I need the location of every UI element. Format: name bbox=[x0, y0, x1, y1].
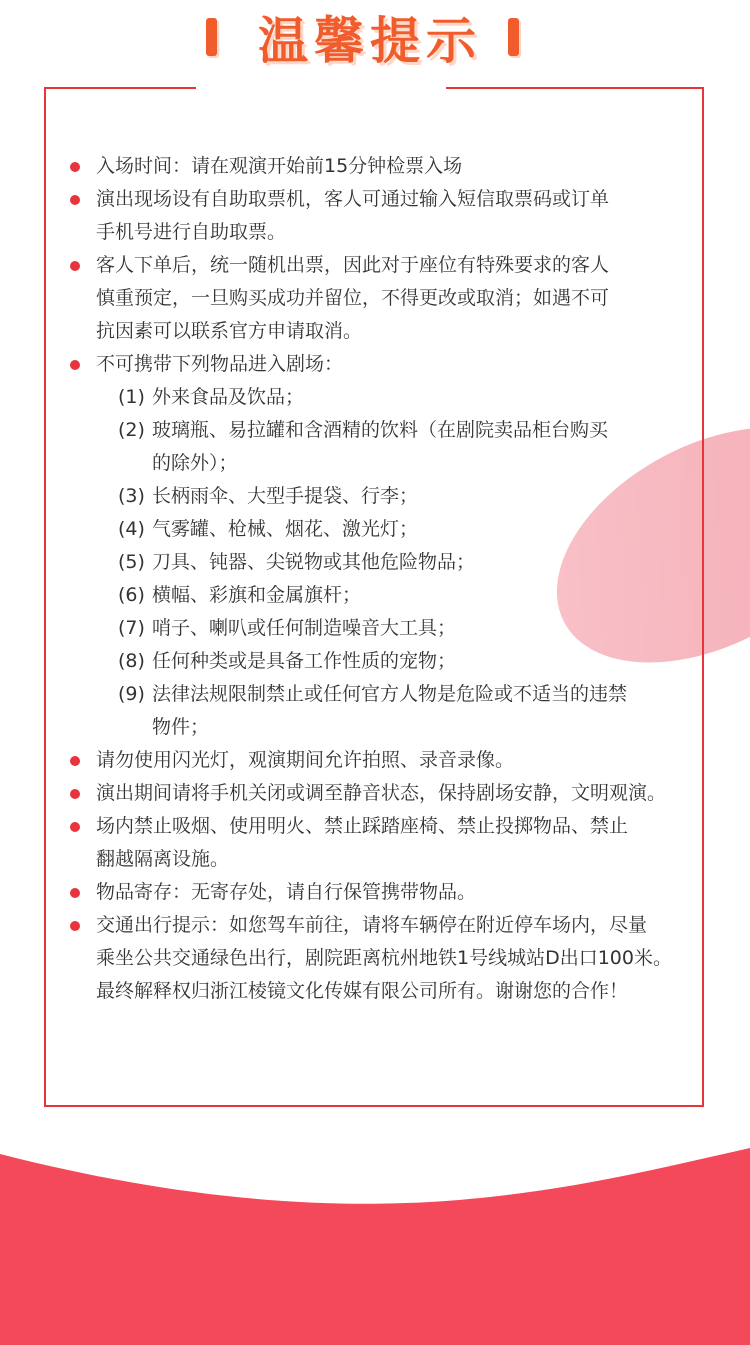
item-text-line: 气雾罐、枪械、烟花、激光灯； bbox=[152, 518, 419, 540]
item-text-line: 物件； bbox=[152, 716, 210, 738]
item-number: (3) bbox=[118, 485, 145, 507]
item-text-line: 的除外）； bbox=[152, 452, 238, 474]
notice-text-line: 慎重预定，一旦购买成功并留位，不得更改或取消；如遇不可 bbox=[96, 287, 610, 309]
prohibited-item bbox=[96, 480, 696, 513]
notice-text-line: 客人下单后，统一随机出票，因此对于座位有特殊要求的客人 bbox=[96, 254, 610, 276]
frame-title-gap bbox=[196, 84, 446, 92]
item-number: (7) bbox=[118, 617, 145, 639]
bullet-dot-icon bbox=[70, 789, 80, 799]
bullet-dot-icon bbox=[70, 756, 80, 766]
notice-text-line: 场内禁止吸烟、使用明火、禁止踩踏座椅、禁止投掷物品、禁止 bbox=[96, 815, 629, 837]
item-text-line: 长柄雨伞、大型手提袋、行李； bbox=[152, 485, 419, 507]
item-text-line: 法律法规限制禁止或任何官方人物是危险或不适当的违禁 bbox=[152, 683, 628, 705]
prohibited-item bbox=[96, 414, 696, 480]
bottom-wave-decoration bbox=[0, 1130, 750, 1345]
prohibited-item bbox=[96, 546, 696, 579]
item-number: (1) bbox=[118, 386, 145, 408]
notice-item bbox=[66, 777, 696, 810]
notice-text-line: 交通出行提示：如您驾车前往，请将车辆停在附近停车场内，尽量 bbox=[96, 914, 648, 936]
header bbox=[0, 0, 750, 90]
notice-text-line: 演出现场设有自助取票机，客人可通过输入短信取票码或订单 bbox=[96, 188, 610, 210]
item-text-line: 刀具、钝器、尖锐物或其他危险物品； bbox=[152, 551, 476, 573]
item-text-line: 哨子、喇叭或任何制造噪音大工具； bbox=[152, 617, 457, 639]
notice-text-line: 最终解释权归浙江棱镜文化传媒有限公司所有。谢谢您的合作！ bbox=[96, 980, 629, 1002]
bullet-dot-icon bbox=[70, 360, 80, 370]
item-text-line: 玻璃瓶、易拉罐和含酒精的饮料（在剧院卖品柜台购买 bbox=[152, 419, 609, 441]
item-text-line: 横幅、彩旗和金属旗杆； bbox=[152, 584, 362, 606]
notice-list bbox=[66, 150, 696, 1008]
item-number: (8) bbox=[118, 650, 145, 672]
prohibited-item bbox=[96, 678, 696, 744]
prohibited-items-list bbox=[96, 381, 696, 744]
notice-text-line: 物品寄存：无寄存处，请自行保管携带物品。 bbox=[96, 881, 477, 903]
bullet-dot-icon bbox=[70, 921, 80, 931]
bullet-dot-icon bbox=[70, 822, 80, 832]
prohibited-item bbox=[96, 645, 696, 678]
notice-text-line: 请勿使用闪光灯，观演期间允许拍照、录音录像。 bbox=[96, 749, 515, 771]
notice-text-line: 手机号进行自助取票。 bbox=[96, 221, 287, 243]
notice-text-line: 入场时间：请在观演开始前15分钟检票入场 bbox=[96, 155, 463, 177]
bullet-dot-icon bbox=[70, 261, 80, 271]
bullet-dot-icon bbox=[70, 195, 80, 205]
item-text-line: 外来食品及饮品； bbox=[152, 386, 305, 408]
title-decor-bar-left bbox=[206, 18, 217, 56]
notice-item bbox=[66, 183, 696, 249]
notice-text-line: 演出期间请将手机关闭或调至静音状态，保持剧场安静，文明观演。 bbox=[96, 782, 667, 804]
notice-text-line: 翻越隔离设施。 bbox=[96, 848, 230, 870]
item-number: (5) bbox=[118, 551, 145, 573]
prohibited-item bbox=[96, 513, 696, 546]
notice-item bbox=[66, 744, 696, 777]
prohibited-item bbox=[96, 579, 696, 612]
notice-text-line: 不可携带下列物品进入剧场： bbox=[96, 353, 344, 375]
item-number: (6) bbox=[118, 584, 145, 606]
notice-text-line: 抗因素可以联系官方申请取消。 bbox=[96, 320, 363, 342]
notice-item bbox=[66, 876, 696, 909]
bullet-dot-icon bbox=[70, 888, 80, 898]
prohibited-item bbox=[96, 381, 696, 414]
notice-item bbox=[66, 249, 696, 348]
item-number: (9) bbox=[118, 683, 145, 705]
notice-item bbox=[66, 348, 696, 744]
bottom-wave-shape bbox=[0, 1148, 750, 1345]
item-text-line: 任何种类或是具备工作性质的宠物； bbox=[152, 650, 457, 672]
prohibited-item bbox=[96, 612, 696, 645]
item-number: (2) bbox=[118, 419, 145, 441]
notice-item bbox=[66, 909, 696, 1008]
page-title: 温馨提示 bbox=[258, 12, 482, 70]
notice-item bbox=[66, 810, 696, 876]
title-decor-bar-right bbox=[508, 18, 519, 56]
bullet-dot-icon bbox=[70, 162, 80, 172]
notice-text-line: 乘坐公共交通绿色出行，剧院距离杭州地铁1号线城站D出口100米。 bbox=[96, 947, 672, 969]
item-number: (4) bbox=[118, 518, 145, 540]
notice-item bbox=[66, 150, 696, 183]
